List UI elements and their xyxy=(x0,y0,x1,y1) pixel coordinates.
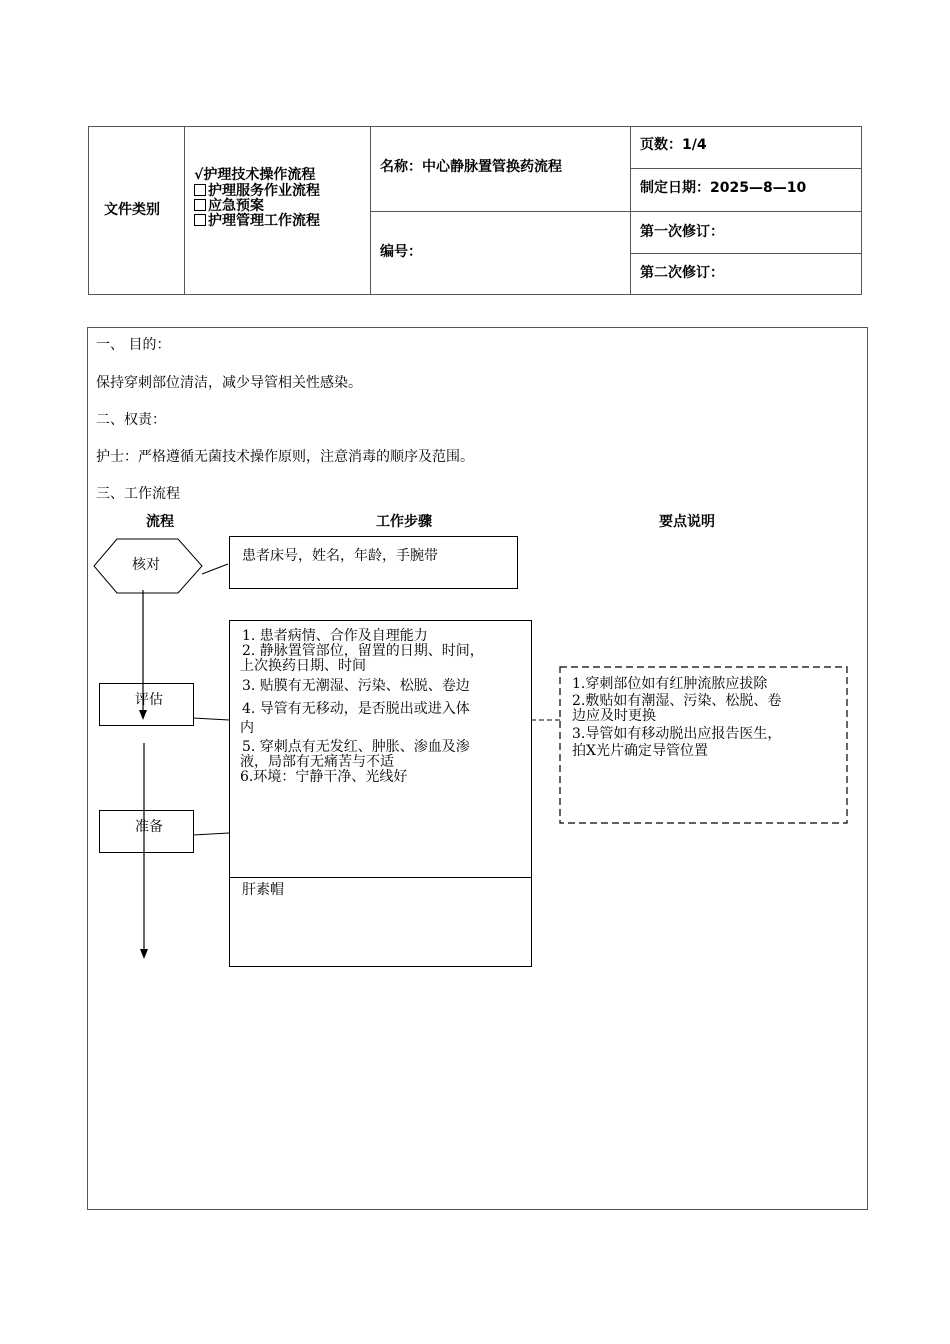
assess-step-3: 3. 贴膜有无潮湿、污染、松脱、卷边 xyxy=(242,678,470,694)
second-revision: 第二次修订： xyxy=(640,265,724,281)
assess-step-2-cont: 上次换药日期、时间 xyxy=(240,658,366,674)
prepare-step-text: 肝素帽 xyxy=(242,882,284,898)
note-3-cont: 拍X光片确定导管位置 xyxy=(572,743,708,759)
assess-step-5: 5. 穿刺点有无发红、肿胀、渗血及渗 xyxy=(242,739,470,755)
note-1: 1.穿刺部位如有红肿流脓应拔除 xyxy=(572,676,768,692)
notes-list xyxy=(572,677,781,759)
category-item-nursing-management: 护理管理工作流程 xyxy=(194,213,320,229)
column-header-flow: 流程 xyxy=(146,514,174,530)
section-responsibility-text: 护士：严格遵循无菌技术操作原则，注意消毒的顺序及范围。 xyxy=(96,449,474,465)
assess-step-5-cont: 液，局部有无痛苦与不适 xyxy=(240,754,394,770)
section-purpose-text: 保持穿刺部位清洁，减少导管相关性感染。 xyxy=(96,375,362,391)
category-item-nursing-service: 护理服务作业流程 xyxy=(194,183,320,199)
section-responsibility-title: 二、权责： xyxy=(96,412,166,428)
first-revision: 第一次修订： xyxy=(640,224,724,240)
created-date: 制定日期：2025—8—10 xyxy=(640,180,807,196)
step-box-assess xyxy=(229,620,532,878)
document-number: 编号： xyxy=(380,244,422,260)
category-item-emergency-plan: 应急预案 xyxy=(194,199,320,213)
note-2-cont: 边应及时更换 xyxy=(572,708,656,724)
assess-step-1: 1. 患者病情、合作及自理能力 xyxy=(242,628,428,644)
flow-node-assess: 评估 xyxy=(135,692,163,708)
arrow-head-assess xyxy=(139,710,147,720)
assess-step-list xyxy=(242,629,484,785)
page-count: 页数：1/4 xyxy=(640,137,707,153)
category-item-nursing-technique: √护理技术操作流程 xyxy=(194,167,316,183)
flow-node-check: 核对 xyxy=(132,557,160,573)
assess-step-4: 4. 导管有无移动，是否脱出或进入体 xyxy=(242,701,470,717)
column-header-notes: 要点说明 xyxy=(659,514,715,530)
note-3: 3.导管如有移动脱出应报告医生， xyxy=(572,726,782,742)
step-box-prepare xyxy=(229,877,532,967)
note-2: 2.敷贴如有潮湿、污染、松脱、卷 xyxy=(572,693,782,709)
assess-step-4-cont: 内 xyxy=(240,720,254,736)
column-header-steps: 工作步骤 xyxy=(376,514,432,530)
file-category-label: 文件类别 xyxy=(104,202,160,218)
section-purpose-title: 一、 目的： xyxy=(96,337,171,353)
assess-step-6: 6.环境：宁静干净、光线好 xyxy=(240,769,408,785)
section-workflow-title: 三、工作流程 xyxy=(96,486,180,502)
flow-node-prepare: 准备 xyxy=(135,819,163,835)
assess-step-2: 2. 静脉置管部位，留置的日期、时间， xyxy=(242,643,484,659)
step-check-text: 患者床号，姓名，年龄，手腕带 xyxy=(242,548,438,564)
document-name: 名称：中心静脉置管换药流程 xyxy=(380,159,562,175)
